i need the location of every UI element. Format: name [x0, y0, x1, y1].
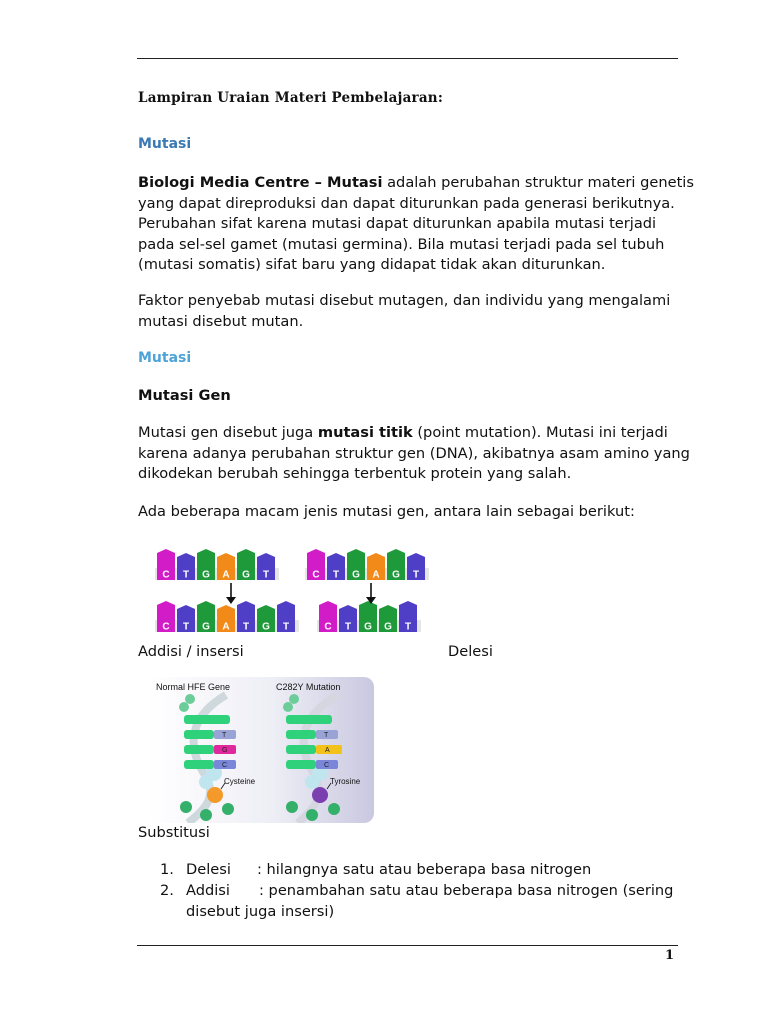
deletion-arrow-icon: [366, 583, 376, 604]
deletion-top-strand: [305, 549, 429, 581]
deletion-bottom-base-letter-5: T: [404, 621, 412, 633]
mutation-strands-figure: [150, 545, 430, 640]
addition-bottom-base-letter-3: G: [202, 621, 210, 633]
section-title-mutasi-2: Mutasi: [138, 350, 192, 366]
section-title-mutasi: Mutasi: [138, 136, 192, 152]
intro-line-5: (mutasi somatis) sifat baru yang didapat tidak akan diturunkan.: [138, 256, 606, 273]
gene-line-3: dikodekan berubah sehingga terbentuk protein yang salah.: [138, 465, 572, 482]
addition-bottom-base-letter-6: G: [262, 621, 270, 633]
addition-top-base-letter-4: A: [222, 569, 230, 581]
normal-base-1: T: [222, 732, 227, 739]
addition-bottom-base-letter-1: C: [162, 621, 170, 633]
gene-line-1: Mutasi gen disebut juga mutasi titik (point mutation). Mutasi ini terjadi: [138, 424, 668, 441]
caption-addisi: Addisi / insersi: [138, 643, 244, 660]
factor-line-1: Faktor penyebab mutasi disebut mutagen, dan individu yang mengalami: [138, 292, 671, 309]
deletion-top-base-letter-5: G: [392, 569, 400, 581]
deletion-top-base-letter-1: C: [312, 569, 320, 581]
deletion-bottom-base-letter-2: T: [344, 621, 352, 633]
addition-bottom-strand: [155, 601, 299, 633]
list-item-2-desc: : penambahan satu atau beberapa basa nitrogen (sering: [259, 882, 674, 899]
cysteine-molecule: [207, 787, 223, 803]
list-item-2-term: Addisi: [186, 882, 230, 899]
label-normal-hfe: Normal HFE Gene: [156, 682, 231, 692]
label-cysteine: Cysteine: [224, 777, 256, 786]
deletion-bottom-base-letter-1: C: [324, 621, 332, 633]
factor-paragraph: [138, 291, 678, 332]
addition-top-base-letter-5: G: [242, 569, 250, 581]
types-intro: Ada beberapa macam jenis mutasi gen, antara lain sebagai berikut:: [138, 503, 635, 520]
label-tyrosine: Tyrosine: [330, 777, 361, 786]
caption-delesi: Delesi: [448, 643, 493, 660]
page-number: 1: [664, 948, 674, 963]
list-item-1-number: 1.: [160, 861, 174, 878]
intro-line-3: Perubahan sifat karena mutasi dapat diturunkan apabila mutasi terjadi: [138, 215, 657, 232]
intro-line-2: yang dapat direproduksi dan dapat diturunkan pada generasi berikutnya.: [138, 194, 675, 212]
intro-line-4: pada sel-sel gamet (mutasi germina). Bila mutasi terjadi pada sel tubuh: [138, 235, 665, 253]
addition-top-strand: [155, 549, 279, 581]
addition-top-base-letter-6: T: [262, 569, 270, 581]
list-item-1-term: Delesi: [186, 861, 231, 878]
addition-bottom-base-letter-4: A: [222, 621, 230, 633]
mutated-base-2: A: [325, 747, 330, 754]
deletion-top-base-letter-3: G: [352, 569, 360, 581]
normal-base-3: C: [222, 762, 228, 769]
gene-paragraph: [138, 423, 690, 485]
deletion-bottom-base-letter-4: G: [384, 621, 392, 633]
substitution-dna-figure: [148, 677, 376, 823]
label-c282y: C282Y Mutation: [276, 682, 341, 692]
deletion-top-base-letter-6: T: [412, 569, 420, 581]
page-heading: Lampiran Uraian Materi Pembelajaran:: [138, 90, 444, 106]
gene-line-2: karena adanya perubahan struktur gen (DNA), akibatnya asam amino yang: [138, 444, 690, 462]
addition-bottom-base-letter-7: T: [282, 621, 290, 633]
list-item-2-number: 2.: [160, 882, 174, 899]
deletion-bottom-strand: [317, 601, 421, 633]
addition-top-base-letter-3: G: [202, 569, 210, 581]
addition-top-base-letter-2: T: [182, 569, 190, 581]
bottom-rule: [137, 945, 678, 946]
deletion-top-base-letter-2: T: [332, 569, 340, 581]
factor-line-2: mutasi disebut mutan.: [138, 312, 304, 330]
addition-bottom-base-letter-2: T: [182, 621, 190, 633]
intro-bold-lead: Biologi Media Centre – Mutasi: [138, 174, 383, 191]
caption-substitusi: Substitusi: [138, 824, 210, 841]
deletion-bottom-base-letter-3: G: [364, 621, 372, 633]
normal-base-2: G: [222, 747, 228, 754]
addition-top-base-letter-1: C: [162, 569, 170, 581]
intro-line-1: Biologi Media Centre – Mutasi adalah perubahan struktur materi genetis: [138, 174, 694, 191]
list-item-2-continuation: disebut juga insersi): [186, 903, 335, 920]
tyrosine-molecule: [312, 787, 328, 803]
mutated-base-1: T: [324, 732, 329, 739]
intro-paragraph: [138, 173, 694, 276]
subsection-title-mutasi-gen: Mutasi Gen: [138, 387, 231, 404]
top-rule: [137, 58, 678, 59]
list-item-1-desc: : hilangnya satu atau beberapa basa nitrogen: [257, 861, 592, 878]
addition-arrow-icon: [226, 583, 236, 604]
addition-bottom-base-letter-5: T: [242, 621, 250, 633]
gene-bold-term: mutasi titik: [317, 424, 413, 441]
mutated-base-3: C: [324, 762, 330, 769]
deletion-top-base-letter-4: A: [372, 569, 380, 581]
